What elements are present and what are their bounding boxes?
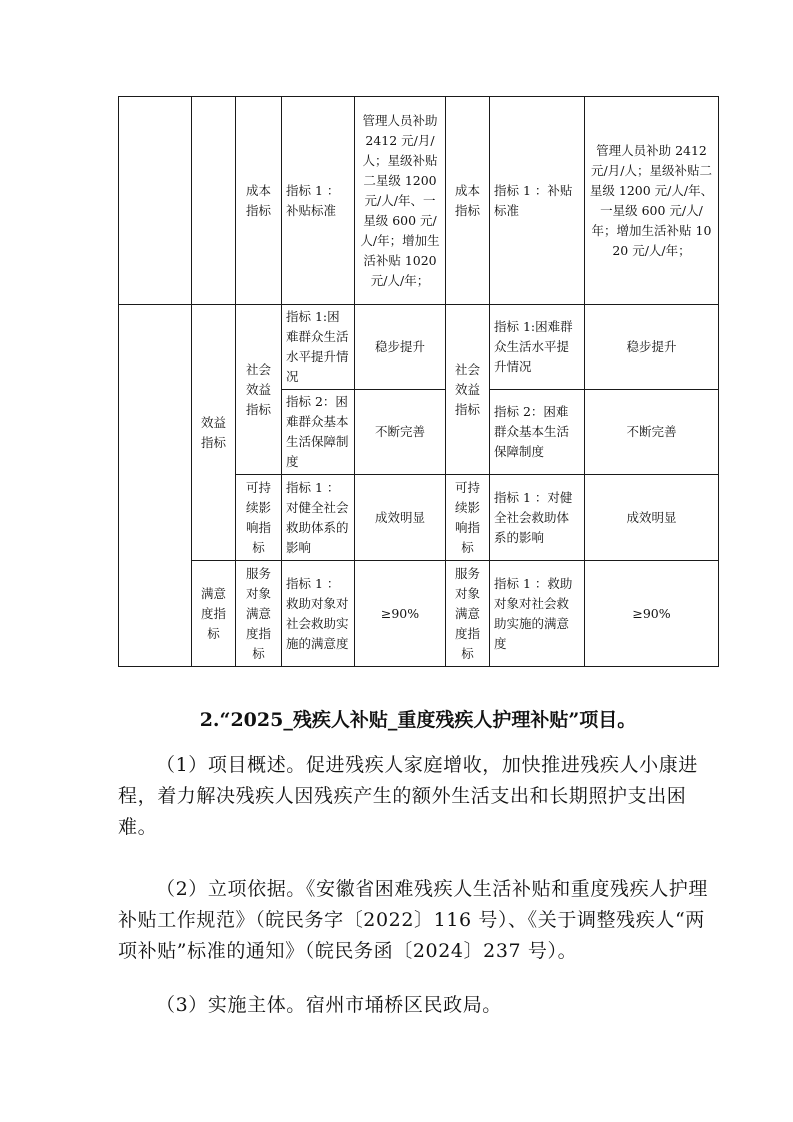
- table-row: [119, 305, 719, 390]
- value-cell: 成效明显: [355, 475, 446, 561]
- level2-cell: 服务对象满意度指标: [446, 561, 490, 667]
- level2-cell: 服务对象满意度指标: [236, 561, 282, 667]
- level1-cell: 满意度指标: [192, 561, 236, 667]
- level1-cell: 效益指标: [192, 305, 236, 561]
- level2-cell: 社会效益指标: [446, 305, 490, 475]
- performance-indicator-table: [118, 96, 719, 667]
- entity-paragraph: （3）实施主体。宿州市埇桥区民政局。: [156, 994, 502, 1016]
- level1-cell-empty: [119, 305, 192, 667]
- value-cell: 稳步提升: [585, 305, 719, 390]
- overview-paragraph: （1）项目概述。促进残疾人家庭增收，加快推进残疾人小康进程，着力解决残疾人因残疾产生的额外生活支出和长期照护支出困难。: [118, 754, 698, 838]
- level2-cell: 社会效益指标: [236, 305, 282, 475]
- value-cell: 不断完善: [355, 390, 446, 475]
- level2-cell: 可持续影响指标: [446, 475, 490, 561]
- value-cell: 稳步提升: [355, 305, 446, 390]
- basis-paragraph: （2）立项依据。《安徽省困难残疾人生活补贴和重度残疾人护理补贴工作规范》（皖民务字〔2022〕116 号）、《关于调整残疾人“两项补贴”标准的通知》（皖民务函〔2024〕237 号）。: [118, 878, 708, 962]
- indicator-cell: 指标 1 ：对健全社会救助体系的影响: [490, 475, 585, 561]
- value-cell: 不断完善: [585, 390, 719, 475]
- value-cell: 成效明显: [585, 475, 719, 561]
- level2-cell: 成本指标: [236, 97, 282, 305]
- indicator-cell: 指标 1:困难群众生活水平提升情况: [282, 305, 355, 390]
- value-cell: ≥90%: [585, 561, 719, 667]
- value-cell: 管理人员补助 2412 元/月/人；星级补贴二星级 1200 元/人/年、一星级 600 元/人/年；增加生活补贴 1020 元/人/年；: [355, 97, 446, 305]
- table-row: [119, 561, 719, 667]
- level1-cell-empty: [119, 97, 192, 305]
- indicator-cell: 指标 1 ：补贴标准: [282, 97, 355, 305]
- level2-cell: 可持续影响指标: [236, 475, 282, 561]
- indicator-cell: 指标 2：困难群众基本生活保障制度: [282, 390, 355, 475]
- value-cell: 管理人员补助 2412 元/月/人；星级补贴二星级 1200 元/人/年、一星级 600 元/人/年；增加生活补贴 1020 元/人/年；: [585, 97, 719, 305]
- indicator-cell: 指标 1 ：救助对象对社会救助实施的满意度: [282, 561, 355, 667]
- indicator-cell: 指标 2：困难群众基本生活保障制度: [490, 390, 585, 475]
- indicator-cell: 指标 1:困难群众生活水平提升情况: [490, 305, 585, 390]
- table-row: [119, 97, 719, 305]
- value-cell: ≥90%: [355, 561, 446, 667]
- indicator-cell: 指标 1 ：补贴标准: [490, 97, 585, 305]
- level1-cell-empty: [192, 97, 236, 305]
- indicator-cell: 指标 1 ：救助对象对社会救助实施的满意度: [490, 561, 585, 667]
- level2-cell: 成本指标: [446, 97, 490, 305]
- indicator-cell: 指标 1 ：对健全社会救助体系的影响: [282, 475, 355, 561]
- section-title: 2.“2025_残疾人补贴_重度残疾人护理补贴”项目。: [199, 709, 637, 731]
